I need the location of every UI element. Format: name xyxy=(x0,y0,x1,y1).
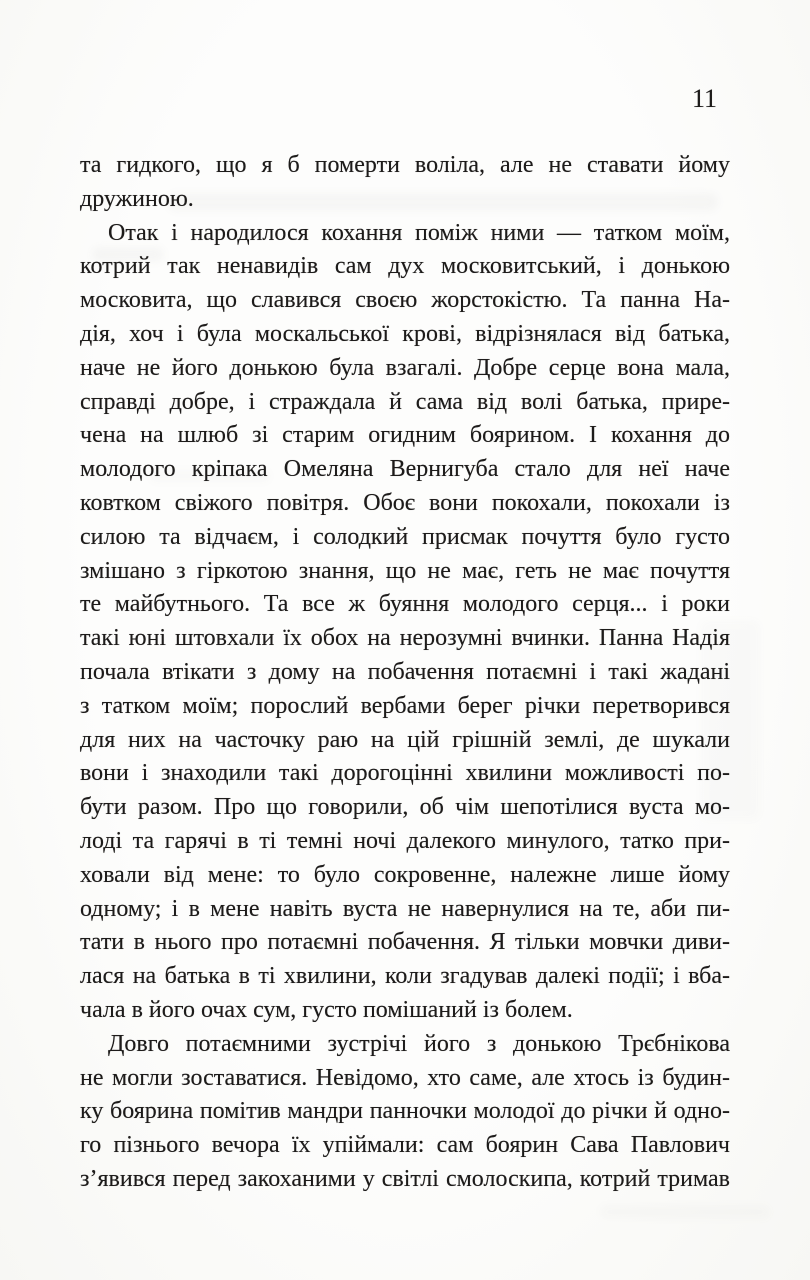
text-line: та гидкого, що я б померти воліла, але не ставати йому xyxy=(80,152,730,178)
text-line: лася на батька в ті хвилини, коли згадував далекі події; і вба- xyxy=(80,963,730,990)
text-line: ховали від мене: то було сокровенне, належне лише йому xyxy=(80,861,730,888)
text-line: вони і знаходили такі дорогоцінні хвилини можливості по- xyxy=(80,760,730,787)
page-number: 11 xyxy=(691,84,717,113)
text-line: Отак і народилося кохання поміж ними — татком моїм, xyxy=(108,219,730,246)
scan-artifact xyxy=(600,1205,770,1219)
text-line: чена на шлюб зі старим огидним боярином. І кохання до xyxy=(80,422,730,449)
text-line: Довго потаємними зустрічі його з донькою Трєбнікова xyxy=(108,1030,730,1057)
text-line: котрий так ненавидів сам дух московитський, і донькою xyxy=(80,253,730,280)
text-line: справді добре, і страждала й сама від волі батька, прире- xyxy=(80,388,730,415)
text-line: молодого кріпака Омеляна Вернигуба стало для неї наче xyxy=(80,456,730,483)
text-line: дія, хоч і була москальської крові, відрізнялася від батька, xyxy=(80,320,730,347)
text-line: ку боярина помітив мандри панночки молодої до річки й одно- xyxy=(80,1098,730,1125)
text-line: одному; і в мене навіть вуста не навернулися на те, аби пи- xyxy=(80,895,730,922)
text-line: го пізнього вечора їх упіймали: сам боярин Сава Павлович xyxy=(80,1132,730,1159)
text-line: московита, що славився своєю жорстокістю. Та панна На- xyxy=(80,287,730,314)
text-line: те майбутнього. Та все ж буяння молодого серця... і роки xyxy=(80,591,730,618)
text-line: бути разом. Про що говорили, об чім шепотілися вуста мо- xyxy=(80,794,730,821)
text-line: дружиною. xyxy=(80,185,194,212)
text-line: ковтком свіжого повітря. Обоє вони покохали, покохали із xyxy=(80,489,730,516)
text-line: з’явився перед закоханими у світлі смолоскипа, котрий тримав xyxy=(80,1165,730,1192)
text-line: почала втікати з дому на побачення потаємні і такі жадані xyxy=(80,658,730,685)
text-line: з татком моїм; порослий вербами берег річки перетворився xyxy=(80,692,730,719)
text-line: чала в його очах сум, густо помішаний із болем. xyxy=(80,996,573,1023)
text-line: для них на часточку раю на цій грішній землі, де шукали xyxy=(80,726,730,753)
text-line: лоді та гарячі в ті темні ночі далекого минулого, татко при- xyxy=(80,827,730,854)
body-text xyxy=(80,149,730,1197)
text-line: такі юні штовхали їх обох на нерозумні вчинки. Панна Надія xyxy=(80,625,730,652)
text-line: силою та відчаєм, і солодкий присмак почуття було густо xyxy=(80,523,730,550)
text-line: не могли зоставатися. Невідомо, хто саме, але хтось із будин- xyxy=(80,1064,730,1091)
text-line: наче не його донькою була взагалі. Добре серце вона мала, xyxy=(80,354,730,381)
text-line: тати в нього про потаємні побачення. Я тільки мовчки диви- xyxy=(80,929,730,956)
text-line: змішано з гіркотою знання, що не має, геть не має почуття xyxy=(80,557,730,584)
